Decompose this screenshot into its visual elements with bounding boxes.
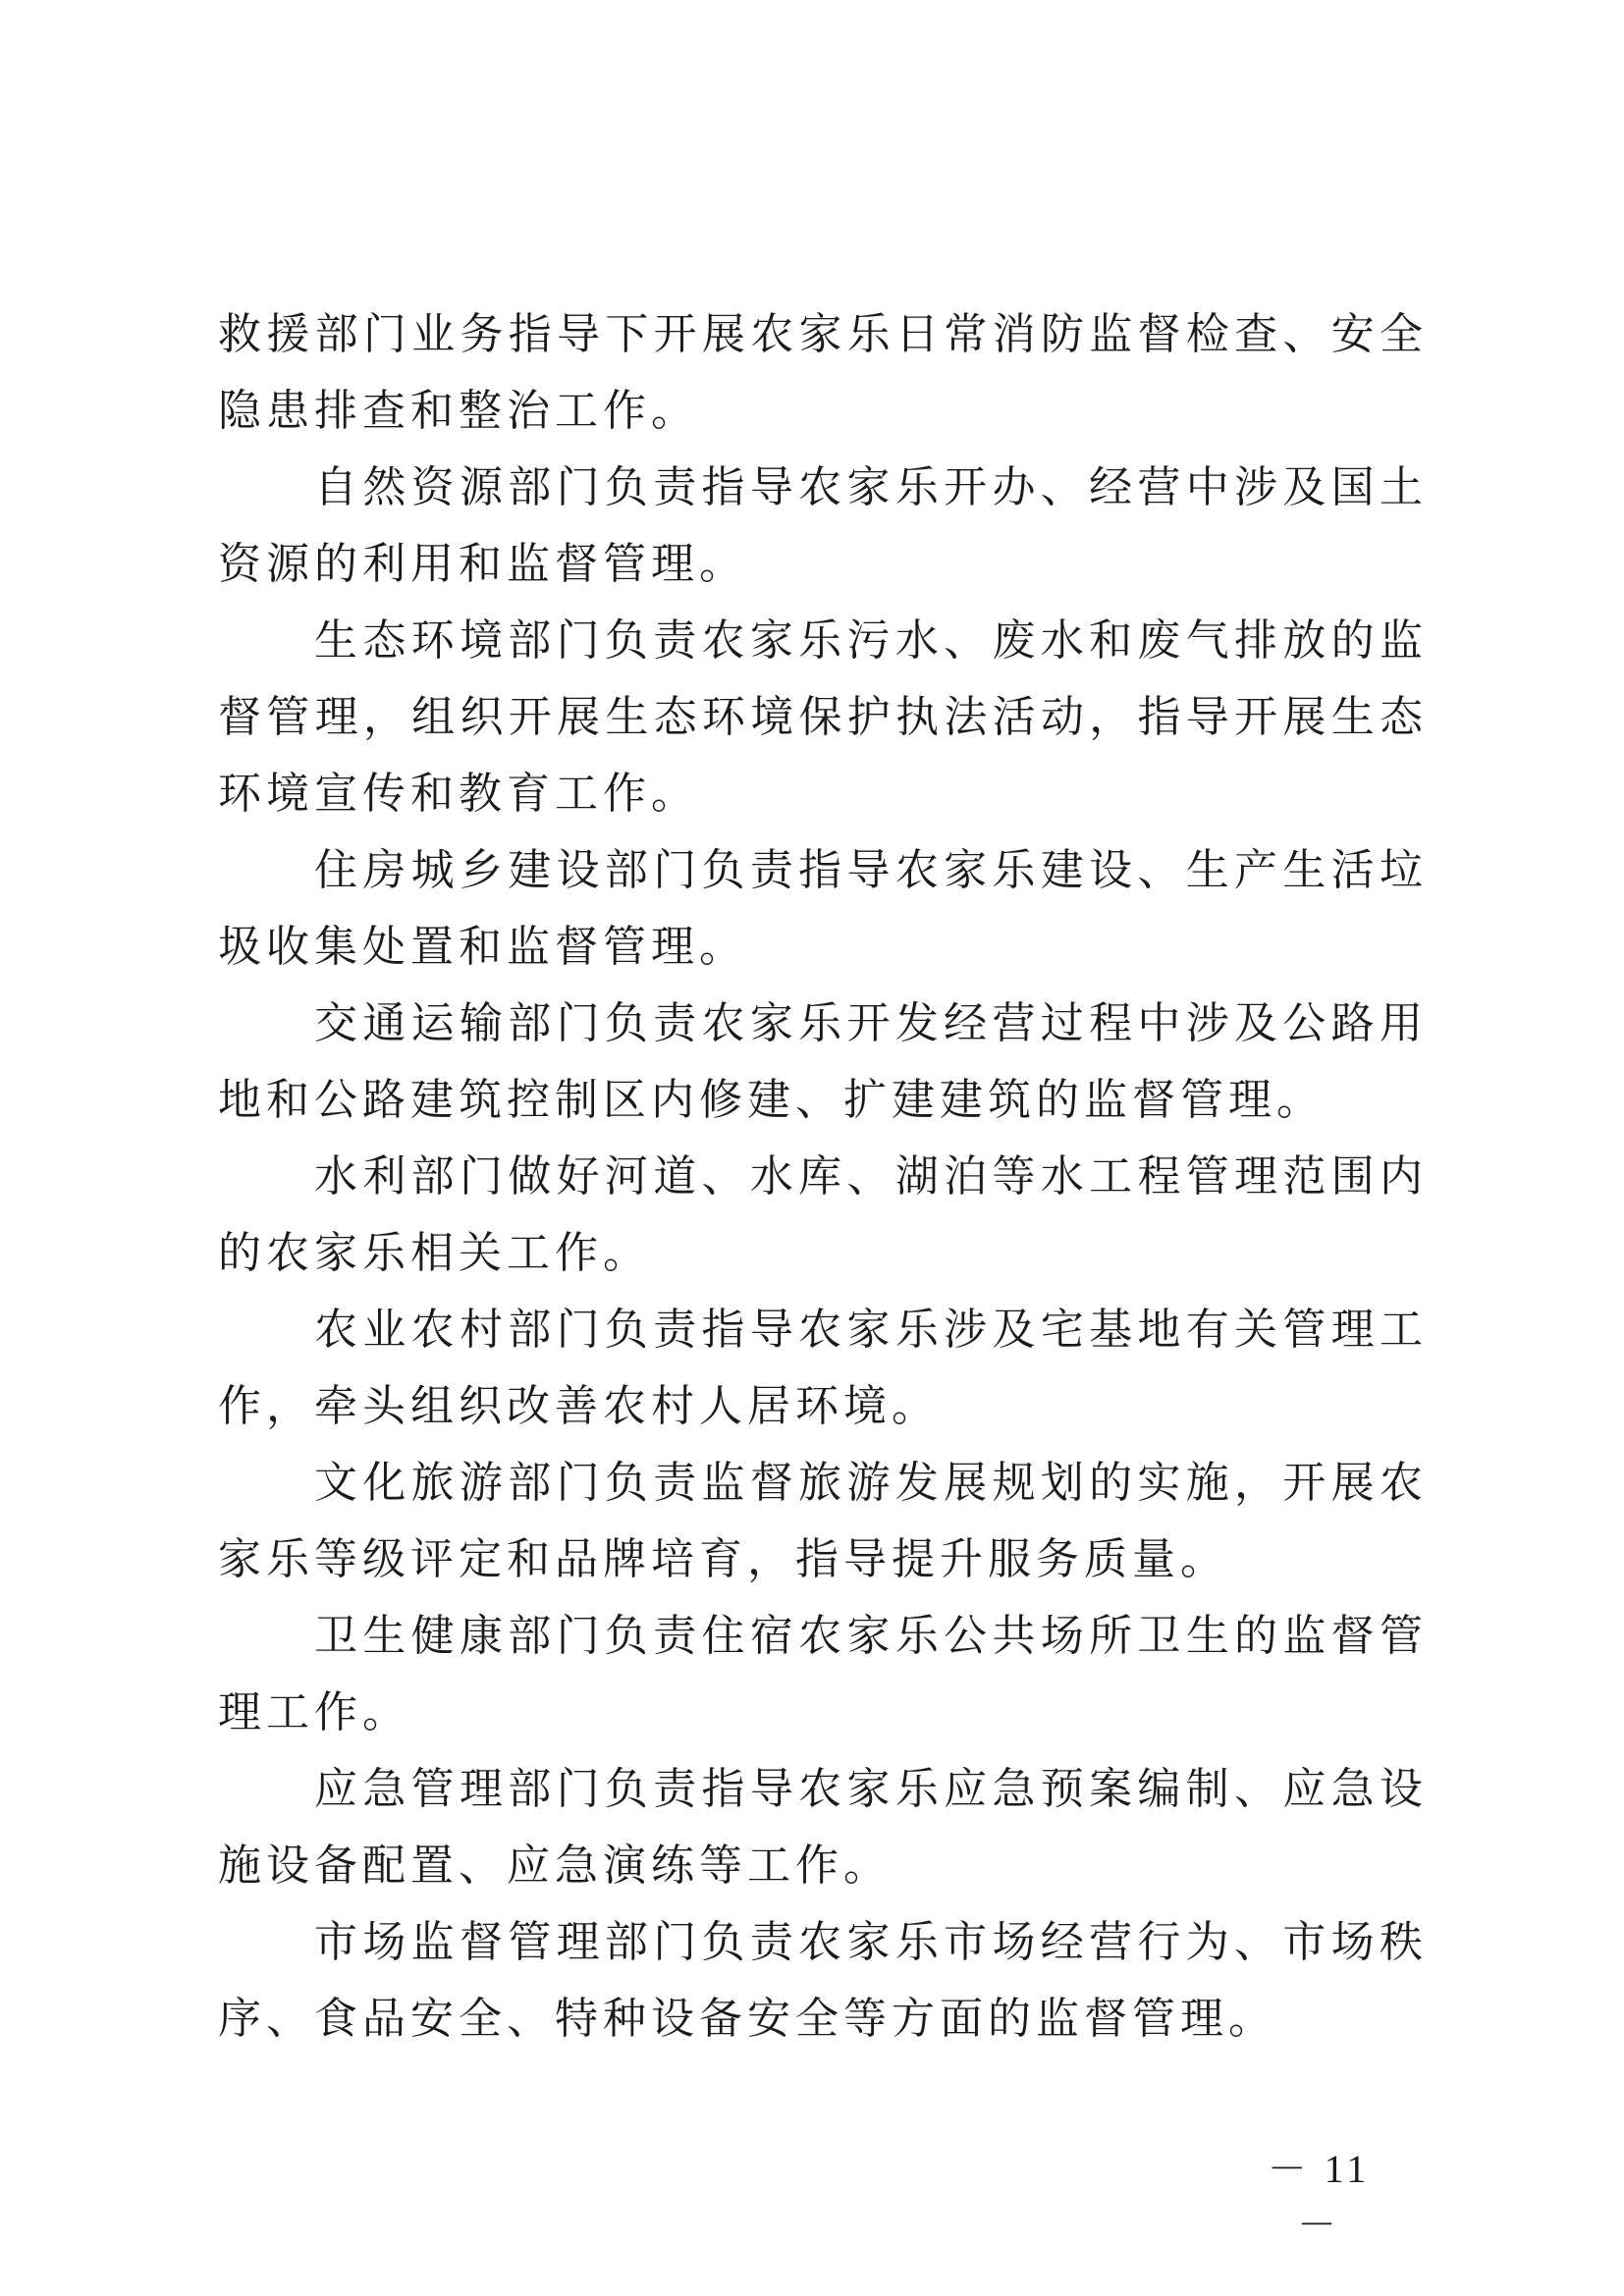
- paragraph-emergency-management: 应急管理部门负责指导农家乐应急预案编制、应急设施设备配置、应急演练等工作。: [218, 1764, 1428, 1891]
- paragraph-natural-resources: 自然资源部门负责指导农家乐开办、经营中涉及国土资源的利用和监督管理。: [218, 462, 1428, 589]
- paragraph-transportation: 交通运输部门负责农家乐开发经营过程中涉及公路用地和公路建筑控制区内修建、扩建建筑的监督管理。: [218, 998, 1428, 1125]
- paragraph-culture-tourism: 文化旅游部门负责监督旅游发展规划的实施，开展农家乐等级评定和品牌培育，指导提升服务质量。: [218, 1458, 1428, 1584]
- paragraph-ecology-environment: 生态环境部门负责农家乐污水、废水和废气排放的监督管理，组织开展生态环境保护执法活动，指导开展生态环境宣传和教育工作。: [218, 615, 1428, 819]
- paragraph-health: 卫生健康部门负责住宿农家乐公共场所卫生的监督管理工作。: [218, 1611, 1428, 1737]
- body-text: [218, 296, 1428, 2057]
- paragraph-housing-construction: 住房城乡建设部门负责指导农家乐建设、生产生活垃圾收集处置和监督管理。: [218, 845, 1428, 972]
- paragraph-agriculture-rural: 农业农村部门负责指导农家乐涉及宅基地有关管理工作，牵头组织改善农村人居环境。: [218, 1305, 1428, 1431]
- paragraph-water-resources: 水利部门做好河道、水库、湖泊等水工程管理范围内的农家乐相关工作。: [218, 1151, 1428, 1278]
- page-number: － 11 －: [1267, 2147, 1371, 2247]
- paragraph-market-supervision: 市场监督管理部门负责农家乐市场经营行为、市场秩序、食品安全、特种设备安全等方面的监督管理。: [218, 1917, 1428, 2044]
- paragraph-fire-rescue: 救援部门业务指导下开展农家乐日常消防监督检查、安全隐患排查和整治工作。: [218, 309, 1428, 436]
